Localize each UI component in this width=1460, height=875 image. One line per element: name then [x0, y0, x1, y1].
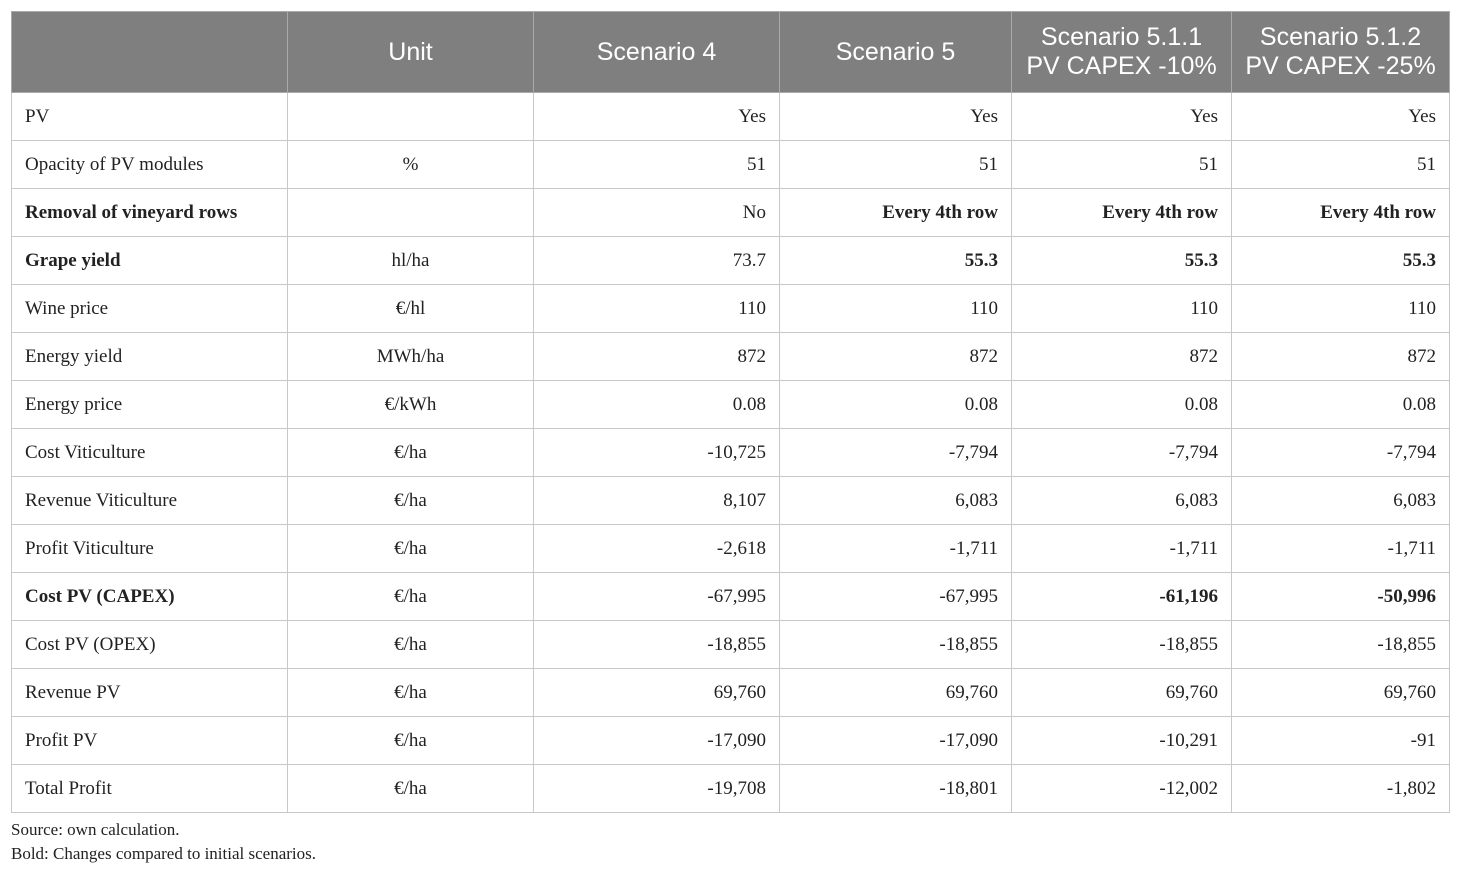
table-cell: -7,794	[780, 429, 1012, 477]
table-cell: Yes	[1012, 93, 1232, 141]
table-cell: -10,291	[1012, 717, 1232, 765]
header-unit	[288, 12, 534, 93]
table-cell: 51	[1012, 141, 1232, 189]
header-text: Scenario 5.1.1	[1040, 23, 1203, 51]
table-row	[12, 381, 1450, 429]
table-cell: 51	[1232, 141, 1450, 189]
table-cell: 110	[534, 285, 780, 333]
row-label: PV	[12, 93, 288, 141]
table-notes	[11, 818, 316, 866]
table-cell: Yes	[1232, 93, 1450, 141]
table-row	[12, 525, 1450, 573]
table-cell: 69,760	[1232, 669, 1450, 717]
header-scenario-5	[780, 12, 1012, 93]
row-unit	[288, 189, 534, 237]
row-label: Cost PV (CAPEX)	[12, 573, 288, 621]
table-row	[12, 93, 1450, 141]
row-unit: MWh/ha	[288, 333, 534, 381]
table-row	[12, 141, 1450, 189]
row-unit: %	[288, 141, 534, 189]
table-cell: 0.08	[1012, 381, 1232, 429]
table-row	[12, 621, 1450, 669]
row-label: Revenue Viticulture	[12, 477, 288, 525]
row-label: Total Profit	[12, 765, 288, 813]
header-scenario-5-1-2	[1232, 12, 1450, 93]
table-cell: 0.08	[534, 381, 780, 429]
table-cell: Every 4th row	[1232, 189, 1450, 237]
row-unit	[288, 93, 534, 141]
table-cell: -18,855	[1232, 621, 1450, 669]
table-cell: Yes	[534, 93, 780, 141]
table-cell: 69,760	[534, 669, 780, 717]
table-cell: -18,801	[780, 765, 1012, 813]
table-cell: 872	[780, 333, 1012, 381]
row-label: Energy price	[12, 381, 288, 429]
table-cell: -1,711	[1012, 525, 1232, 573]
table-cell: -1,711	[780, 525, 1012, 573]
header-text: Scenario 4	[596, 37, 717, 66]
row-label: Profit Viticulture	[12, 525, 288, 573]
row-label: Profit PV	[12, 717, 288, 765]
row-label: Cost Viticulture	[12, 429, 288, 477]
table-cell: 872	[1012, 333, 1232, 381]
header-text: PV CAPEX -10%	[1026, 52, 1217, 80]
table-cell: -10,725	[534, 429, 780, 477]
table-cell: -1,802	[1232, 765, 1450, 813]
table-row	[12, 477, 1450, 525]
table-cell: 0.08	[1232, 381, 1450, 429]
table-cell: -18,855	[1012, 621, 1232, 669]
table-cell: 69,760	[1012, 669, 1232, 717]
table-row	[12, 333, 1450, 381]
table-cell: 110	[1232, 285, 1450, 333]
table-cell: 8,107	[534, 477, 780, 525]
table-cell: 73.7	[534, 237, 780, 285]
table-cell: -1,711	[1232, 525, 1450, 573]
table-cell: 872	[1232, 333, 1450, 381]
row-label: Opacity of PV modules	[12, 141, 288, 189]
row-label: Energy yield	[12, 333, 288, 381]
table-cell: -7,794	[1012, 429, 1232, 477]
scenario-comparison-table	[11, 11, 1450, 813]
table-row	[12, 765, 1450, 813]
table-cell: 6,083	[1012, 477, 1232, 525]
row-unit: €/ha	[288, 477, 534, 525]
table-cell: -12,002	[1012, 765, 1232, 813]
table-cell: 51	[534, 141, 780, 189]
table-header	[12, 12, 1450, 93]
header-text: PV CAPEX -25%	[1245, 52, 1436, 80]
row-unit: €/ha	[288, 621, 534, 669]
table-row	[12, 189, 1450, 237]
table-cell: 872	[534, 333, 780, 381]
table-cell: 55.3	[1012, 237, 1232, 285]
table-cell: -67,995	[534, 573, 780, 621]
table-cell: No	[534, 189, 780, 237]
source-note: Source: own calculation.	[11, 820, 180, 839]
bold-note: Bold: Changes compared to initial scenarios.	[11, 844, 316, 863]
header-row	[12, 12, 1450, 93]
table-cell: 69,760	[780, 669, 1012, 717]
table-cell: -67,995	[780, 573, 1012, 621]
table-cell: -61,196	[1012, 573, 1232, 621]
row-unit: €/ha	[288, 765, 534, 813]
table-cell: -18,855	[534, 621, 780, 669]
table-cell: 55.3	[1232, 237, 1450, 285]
header-text: Unit	[388, 37, 433, 66]
table-cell: Every 4th row	[780, 189, 1012, 237]
table-cell: -50,996	[1232, 573, 1450, 621]
row-unit: €/ha	[288, 573, 534, 621]
table-cell: 110	[780, 285, 1012, 333]
table-cell: 6,083	[1232, 477, 1450, 525]
row-unit: €/ha	[288, 717, 534, 765]
row-label: Cost PV (OPEX)	[12, 621, 288, 669]
row-unit: €/ha	[288, 525, 534, 573]
row-unit: €/ha	[288, 429, 534, 477]
table-cell: 55.3	[780, 237, 1012, 285]
row-unit: €/kWh	[288, 381, 534, 429]
table-cell: 6,083	[780, 477, 1012, 525]
table-row	[12, 285, 1450, 333]
table-cell: -91	[1232, 717, 1450, 765]
row-label: Removal of vineyard rows	[12, 189, 288, 237]
table-row	[12, 669, 1450, 717]
table-cell: -17,090	[780, 717, 1012, 765]
header-scenario-4	[534, 12, 780, 93]
table-row	[12, 429, 1450, 477]
table-body	[12, 93, 1450, 813]
table-cell: Every 4th row	[1012, 189, 1232, 237]
table-cell: 0.08	[780, 381, 1012, 429]
row-label: Grape yield	[12, 237, 288, 285]
table-cell: 110	[1012, 285, 1232, 333]
table-row	[12, 573, 1450, 621]
row-unit: hl/ha	[288, 237, 534, 285]
table-row	[12, 237, 1450, 285]
row-label: Wine price	[12, 285, 288, 333]
table-cell: Yes	[780, 93, 1012, 141]
header-blank	[12, 12, 288, 93]
row-label: Revenue PV	[12, 669, 288, 717]
header-text: Scenario 5.1.2	[1259, 23, 1422, 51]
row-unit: €/hl	[288, 285, 534, 333]
row-unit: €/ha	[288, 669, 534, 717]
table-row	[12, 717, 1450, 765]
header-text: Scenario 5	[835, 37, 956, 66]
table-cell: -17,090	[534, 717, 780, 765]
table-cell: 51	[780, 141, 1012, 189]
table-cell: -18,855	[780, 621, 1012, 669]
table-cell: -19,708	[534, 765, 780, 813]
table-cell: -7,794	[1232, 429, 1450, 477]
header-scenario-5-1-1	[1012, 12, 1232, 93]
table-cell: -2,618	[534, 525, 780, 573]
